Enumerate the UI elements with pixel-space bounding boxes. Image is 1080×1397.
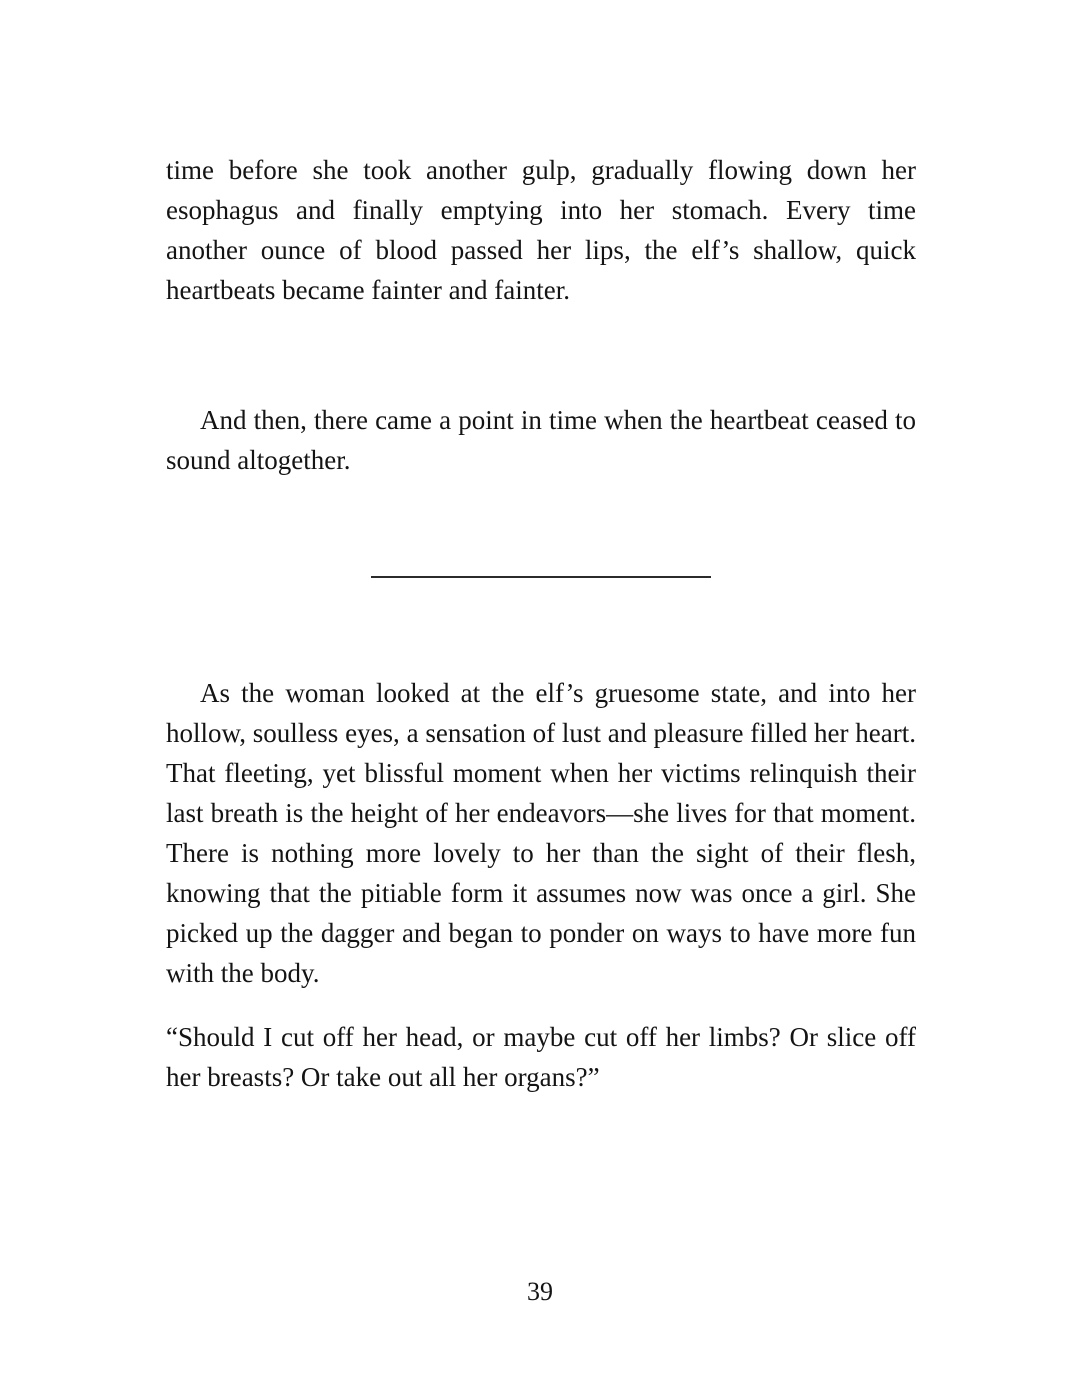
- paragraph: As the woman looked at the elf’s gruesome state, and into her hollow, soulless eyes, a sensation of lust and pleasure filled her heart. That fleeting, yet blissful moment when her victims relinquish their last breath is the height of her endeavors—she lives for that moment. There is nothing more lovely to her than the sight of their flesh, knowing that the pitiable form it assumes now was once a girl. She picked up the dagger and began to ponder on ways to have more fun with the body.: [166, 678, 916, 988]
- text-block: [166, 150, 916, 1097]
- paragraph-dialogue: “Should I cut off her head, or maybe cut off her limbs? Or slice off her breasts? Or take out all her organs?”: [166, 1022, 916, 1092]
- page-number: 39: [527, 1277, 553, 1306]
- paragraph: And then, there came a point in time when the heartbeat ceased to sound altogether.: [166, 405, 916, 475]
- scene-break-divider: [371, 576, 711, 578]
- paragraph-continued: time before she took another gulp, gradually flowing down her esophagus and finally emptying into her stomach. Every time another ounce of blood passed her lips, the elf’s shallow, quick heartbeats became fainter and fainter.: [166, 155, 916, 305]
